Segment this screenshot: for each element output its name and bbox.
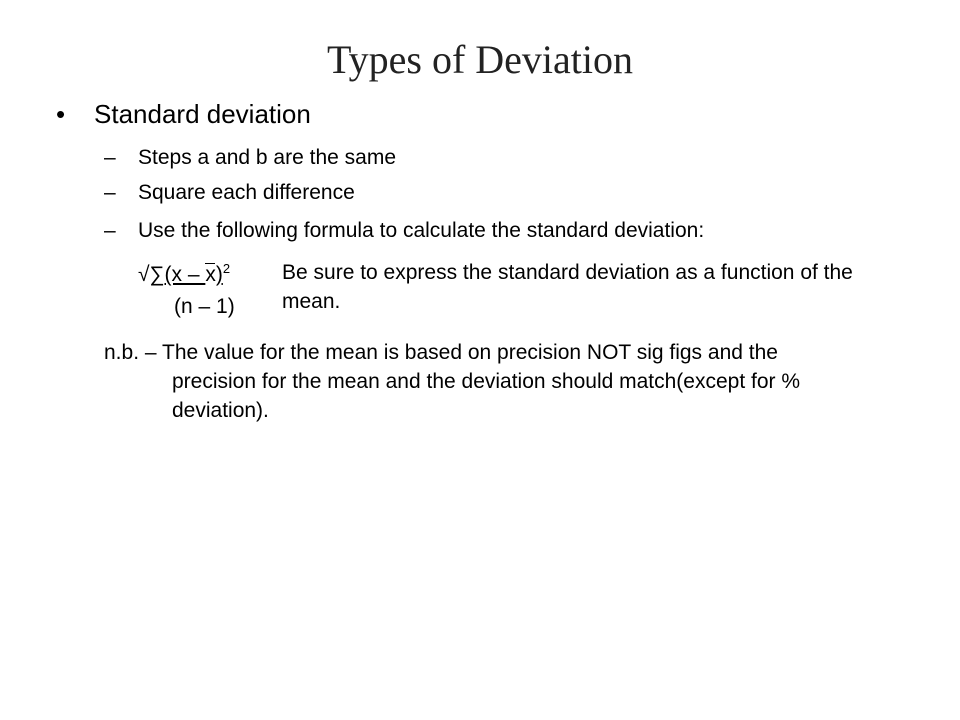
slide-title: Types of Deviation: [326, 37, 633, 82]
x-bar-mean: x: [205, 260, 216, 290]
numerator-open: (x –: [164, 263, 206, 286]
sigma-symbol: ∑: [149, 263, 165, 286]
exponent: 2: [222, 261, 231, 276]
sub-item-dash: –: [104, 146, 116, 169]
bullet-marker: •: [56, 99, 66, 129]
nb-note: n.b. – The value for the mean is based on precision NOT sig figs and the precision for the mean and the deviation should match(except for % deviation).: [104, 341, 801, 422]
numerator-expression: [165, 263, 223, 286]
sub-item-dash: –: [104, 219, 116, 242]
radical-symbol: √: [138, 263, 150, 286]
sub-item-text: Square each difference: [138, 181, 355, 204]
numerator-close: ): [215, 263, 223, 286]
sub-item-text: Use the following formula to calculate the standard deviation:: [138, 219, 705, 242]
formula-denominator: (n – 1): [174, 295, 235, 318]
formula-note: Be sure to express the standard deviation as a function of the mean.: [282, 261, 853, 313]
sub-item-dash: –: [104, 181, 116, 204]
formula-numerator: [138, 254, 230, 290]
bullet-text: Standard deviation: [94, 99, 311, 129]
sub-item-text: Steps a and b are the same: [138, 146, 396, 169]
